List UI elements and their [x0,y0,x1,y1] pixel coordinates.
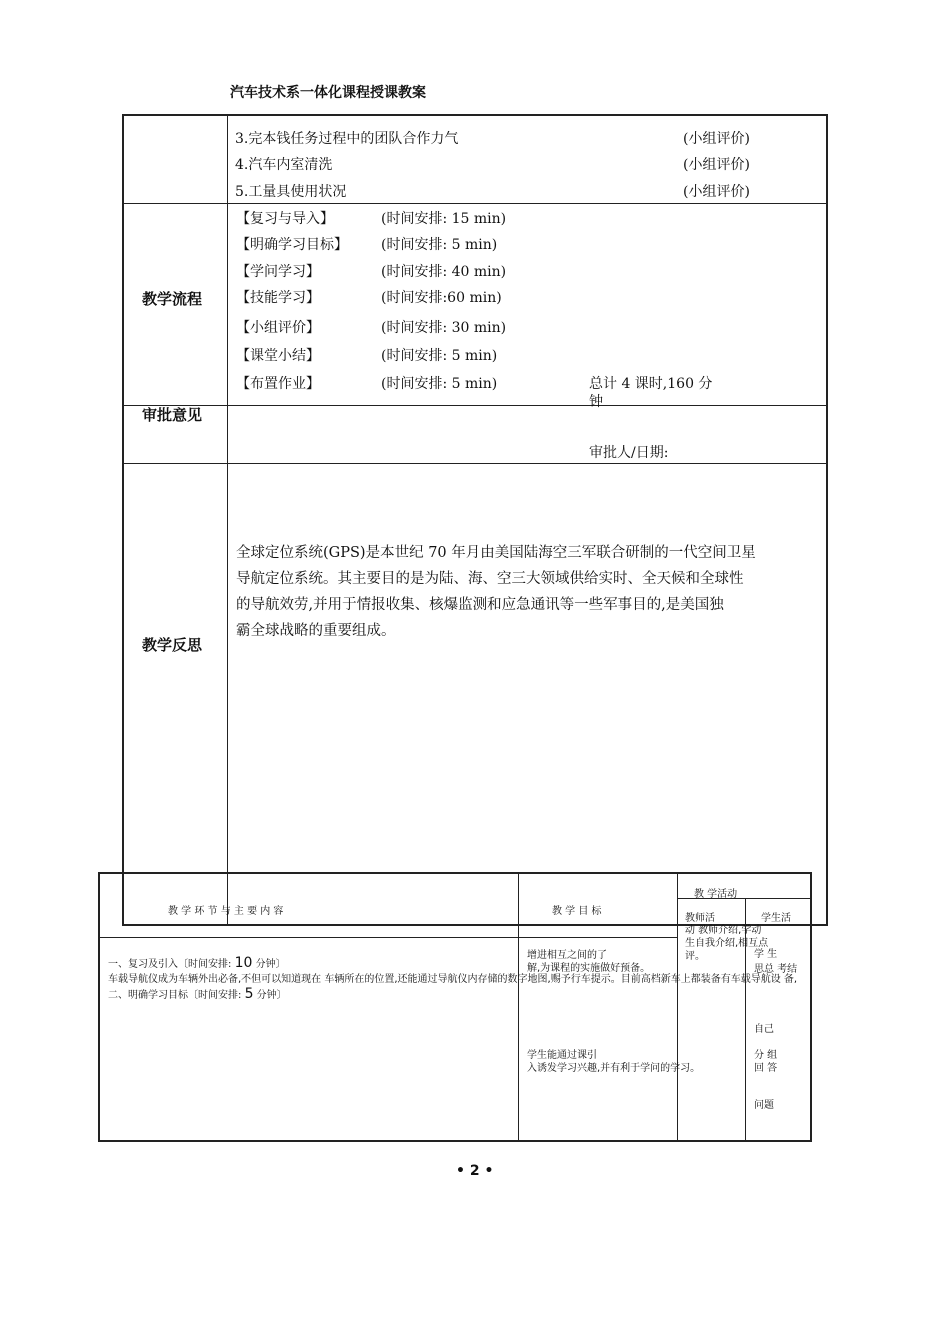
flow-label: 教学流程 [142,290,203,308]
reflection-line: 全球定位系统(GPS)是本世纪 70 年月由美国陆海空三军联合研制的一代空间卫星 [236,545,756,561]
student-activity: 自己 [754,1024,774,1035]
student-activity: 回 答 [754,1063,778,1074]
flow-step-name: 【明确学习目标】 [236,237,348,253]
flow-step-name: 【复习与导入】 [236,211,334,227]
section-title: 一、复习及引入〔时间安排: [108,959,232,970]
goal-text: 增进相互之间的了 [527,950,607,961]
flow-step-time: (时间安排: 5 min) [381,348,498,364]
evaluation-tag: (小组评价) [683,157,750,173]
student-activity: 学 生 [754,949,778,960]
goal-text: 入诱发学习兴趣,并有利于学问的学习。 [527,1063,701,1074]
approval-signer: 审批人/日期: [589,445,669,461]
approval-label: 审批意见 [142,406,203,424]
reflection-line: 霸全球战略的重要组成。 [236,623,396,639]
col-activity-header: 教 学活动 [694,889,738,900]
evaluation-tag: (小组评价) [683,131,750,147]
flow-step-time: (时间安排: 30 min) [381,320,507,336]
section-minutes: 5 [244,986,254,1002]
flow-step-name: 【小组评价】 [236,320,320,336]
reflection-line: 导航定位系统。其主要目的是为陆、海、空三大领域供给实时、全天候和全球性 [236,571,744,587]
student-activity: 问题 [754,1100,774,1111]
student-activity: 思总 考结 [754,964,798,975]
col-teacher-header: 教师活 [685,913,715,924]
flow-step-name: 【布置作业】 [236,376,320,392]
reflection-text [236,540,821,644]
flow-total-unit: 钟 [589,394,603,410]
flow-step-time: (时间安排:60 min) [381,290,502,306]
section-minutes: 10 [234,955,253,971]
col-goal-header: 教 学 目 标 [552,906,602,917]
teacher-activity: 生自我介绍,相互点 [685,938,769,949]
goal-text: 学生能通过课引 [527,1050,597,1061]
page-number: • 2 • [456,1163,494,1179]
flow-step-time: (时间安排: 40 min) [381,264,507,280]
flow-step-name: 【技能学习】 [236,290,320,306]
evaluation-tag: (小组评价) [683,184,750,200]
col-student-header: 学生活 [761,913,791,924]
section-review [108,955,286,971]
flow-step-name: 【课堂小结】 [236,348,320,364]
reflection-line: 的导航效劳,并用于情报收集、核爆监测和应急通讯等一些军事目的,是美国独 [236,597,724,613]
section-unit: 分钟〕 [256,990,287,1001]
section-title: 二、明确学习目标〔时间安排: [108,990,242,1001]
flow-step-time: (时间安排: 5 min) [381,376,498,392]
evaluation-item: 5.工量具使用状况 [235,184,347,200]
col-content-header: 教 学 环 节 与 主 要 内 容 [168,906,284,917]
teacher-activity: 评。 [685,951,705,962]
evaluation-item: 4.汽车内室清洗 [235,157,333,173]
flow-total: 总计 4 课时,160 分 [589,376,713,392]
evaluation-item: 3.完本钱任务过程中的团队合作力气 [235,131,459,147]
section-review-body: 车载导航仪成为车辆外出必备,不但可以知道现在 车辆所在的位置,还能通过导航仪内存储的数字地图,赐予行车提示。目前高档新车上都装备有车载导航设 备, [108,974,798,985]
flow-step-time: (时间安排: 5 min) [381,237,498,253]
document-header: 汽车技术系一体化课程授课教案 [230,85,426,101]
section-unit: 分钟〕 [255,959,286,970]
flow-step-time: (时间安排: 15 min) [381,211,507,227]
student-activity: 分 组 [754,1050,778,1061]
section-goals [108,986,287,1002]
teacher-activity: 动 教师介绍,学动 [685,925,762,936]
reflection-label: 教学反思 [142,636,203,654]
flow-step-name: 【学问学习】 [236,264,320,280]
goal-text: 解,为课程的实施做好预备。 [527,963,651,974]
